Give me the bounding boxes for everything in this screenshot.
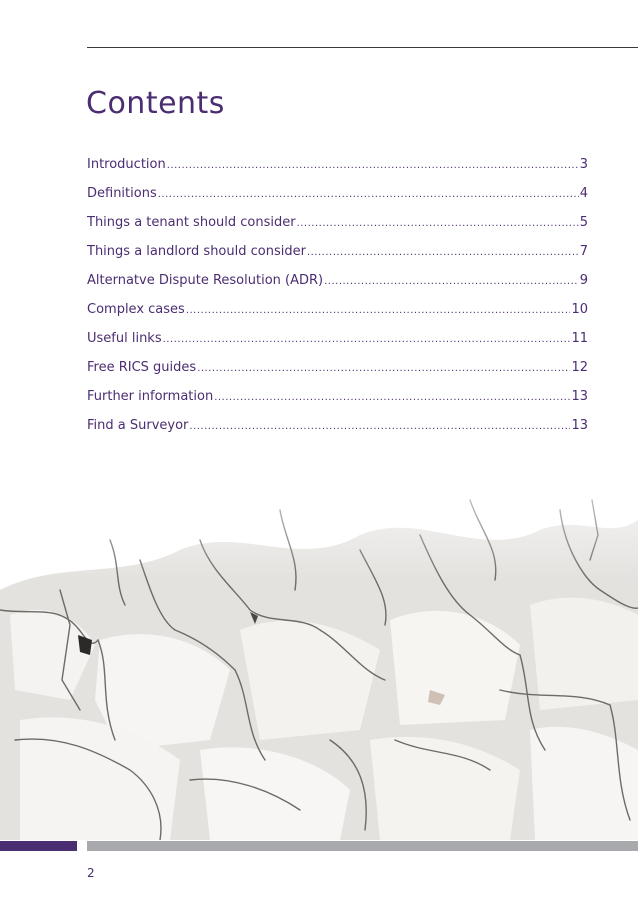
toc-item-label: Complex cases	[87, 302, 185, 317]
toc-item-complex-cases[interactable]	[87, 302, 588, 331]
toc-item-useful-links[interactable]	[87, 331, 588, 360]
toc-item-free-guides[interactable]	[87, 360, 588, 389]
toc-leader-dots	[158, 189, 579, 200]
toc-item-page: 12	[571, 360, 588, 375]
toc-leader-dots	[197, 363, 570, 374]
toc-item-adr[interactable]	[87, 273, 588, 302]
toc-leader-dots	[324, 276, 579, 287]
toc-item-further-information[interactable]	[87, 389, 588, 418]
toc-item-label: Further information	[87, 389, 214, 404]
toc-item-label: Free RICS guides	[87, 360, 197, 375]
toc-item-page: 13	[571, 418, 588, 433]
page-title: Contents	[86, 86, 225, 121]
toc-leader-dots	[167, 160, 579, 171]
toc-item-page: 11	[571, 331, 588, 346]
toc-item-page: 5	[579, 215, 588, 230]
toc-item-page: 7	[579, 244, 588, 259]
toc-item-page: 4	[579, 186, 588, 201]
toc-item-label: Things a tenant should consider	[87, 215, 296, 230]
footer-grey-bar	[87, 841, 638, 851]
toc-item-label: Introduction	[87, 157, 166, 172]
toc-item-label: Definitions	[87, 186, 157, 201]
toc-leader-dots	[297, 218, 579, 229]
toc-item-label: Things a landlord should consider	[87, 244, 306, 259]
cracked-paint-illustration	[0, 440, 638, 840]
toc-item-definitions[interactable]	[87, 186, 588, 215]
toc-leader-dots	[186, 305, 571, 316]
toc-leader-dots	[307, 247, 579, 258]
toc-item-page: 3	[579, 157, 588, 172]
toc-leader-dots	[214, 392, 570, 403]
top-divider	[87, 47, 638, 48]
toc-item-introduction[interactable]	[87, 157, 588, 186]
toc-item-label: Useful links	[87, 331, 162, 346]
toc-leader-dots	[189, 421, 570, 432]
toc-item-tenant[interactable]	[87, 215, 588, 244]
table-of-contents	[87, 157, 588, 447]
toc-item-page: 9	[579, 273, 588, 288]
toc-leader-dots	[163, 334, 571, 345]
toc-item-page: 13	[571, 389, 588, 404]
toc-item-page: 10	[571, 302, 588, 317]
toc-item-label: Find a Surveyor	[87, 418, 189, 433]
toc-item-landlord[interactable]	[87, 244, 588, 273]
page-number: 2	[87, 866, 95, 880]
toc-item-label: Alternatve Dispute Resolution (ADR)	[87, 273, 324, 288]
footer-accent-bar	[0, 841, 77, 851]
